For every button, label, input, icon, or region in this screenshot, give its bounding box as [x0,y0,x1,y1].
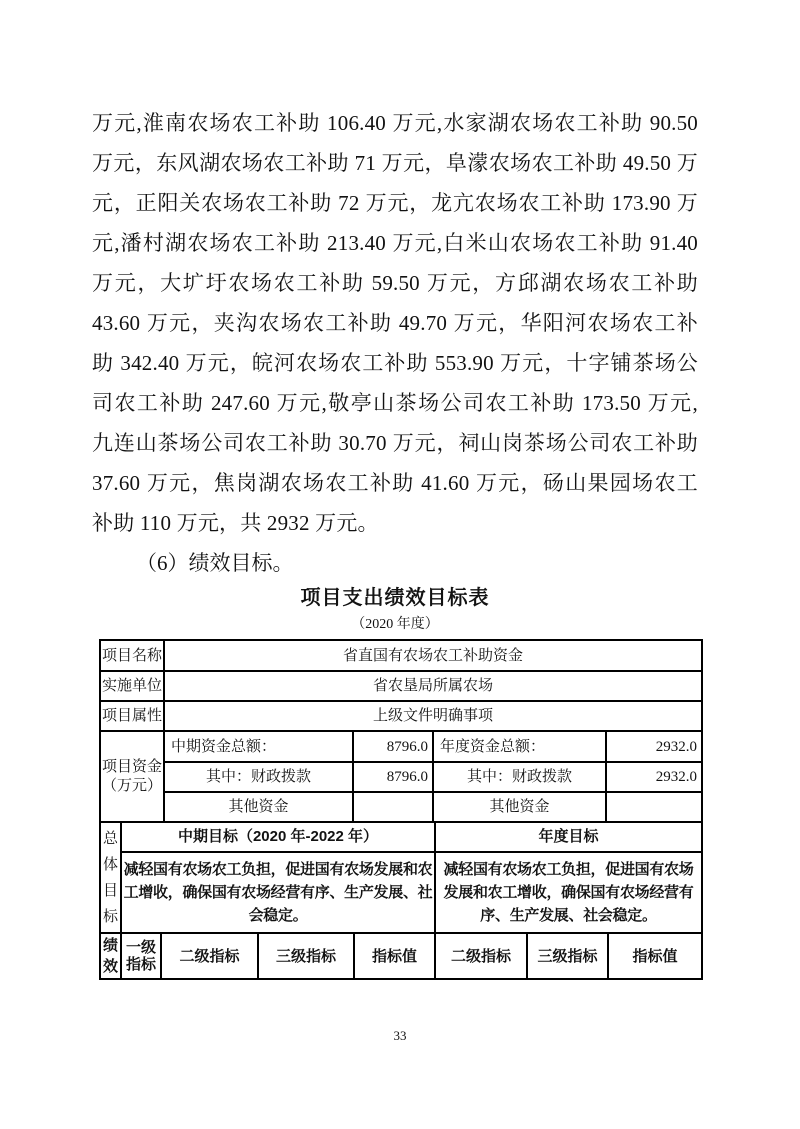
funding-midterm-total-value: 8796.0 [354,732,434,763]
performance-target-table [99,639,703,980]
goal-text-row [122,853,701,934]
table-title: 项目支出绩效目标表 [300,587,490,609]
funding-annual-other-label: 其他资金 [434,793,607,823]
funding-annual-fiscal-label: 其中：财政拨款 [434,763,607,793]
project-attribute-value: 上级文件明确事项 [165,702,701,732]
goal-annual-text: 减轻国有农场农工负担，促进国有农场发展和农工增收，确保国有农场经营有序、生产发展、社会稳定。 [436,853,701,934]
page-content [92,103,698,980]
goal-midterm-header: 中期目标（2020 年-2022 年） [122,823,436,853]
table-row-project-attribute [101,702,701,732]
implementing-unit-value: 省农垦局所属农场 [165,672,701,702]
body-line: 助 342.40 万元，皖河农场农工补助 553.90 万元，十字铺茶场公 [92,351,698,375]
funding-annual-total-label: 年度资金总额： [434,732,607,763]
body-line: 元,潘村湖农场农工补助 213.40 万元,白米山农场农工补助 91.40 [92,231,698,255]
goal-header-row [122,823,701,853]
table-row-project-name [101,641,701,672]
funding-midterm-other-label: 其他资金 [165,793,354,823]
table-row-implementing-unit [101,672,701,702]
perf-midterm-level3-header: 三级指标 [259,934,355,978]
body-line: 补助 110 万元，共 2932 万元。 [92,511,379,535]
perf-annual-value-header: 指标值 [632,947,678,965]
goal-midterm-text: 减轻国有农场农工负担，促进国有农场发展和农工增收，确保国有农场经营有序、生产发展、社会稳定。 [122,853,436,934]
funding-annual-other-value [607,793,701,823]
body-line: 九连山茶场公司农工补助 30.70 万元，祠山岗茶场公司农工补助 [92,431,698,455]
funding-other-row [165,793,701,823]
funding-annual-total-value: 2932.0 [607,732,701,763]
funding-fiscal-row [165,763,701,793]
table-subtitle: （2020 年度） [351,617,439,632]
body-line: 43.60 万元，夹沟农场农工补助 49.70 万元，华阳河农场农工补 [92,311,698,335]
body-line: 司农工补助 247.60 万元,敬亭山茶场公司农工补助 173.50 万元, [92,391,698,415]
overall-goal-row-label: 总体目标 [101,823,122,934]
overall-goal-subtable [122,823,701,934]
perf-midterm-level2-header: 二级指标 [162,934,259,978]
funding-midterm-fiscal-label: 其中：财政拨款 [165,763,354,793]
section-heading: （6）绩效目标。 [136,551,294,575]
body-line: 元，正阳关农场农工补助 72 万元，龙亢农场农工补助 173.90 万 [92,191,698,215]
funding-total-row [165,732,701,763]
goal-annual-header: 年度目标 [436,823,701,853]
performance-header-row [101,934,701,978]
funding-annual-fiscal-value: 2932.0 [607,763,701,793]
implementing-unit-label: 实施单位 [101,672,165,702]
performance-row-label: 绩效 [101,934,122,978]
perf-annual-level2-header: 二级指标 [436,934,528,978]
body-paragraph [92,103,698,543]
perf-annual-level3-header: 三级指标 [528,934,609,978]
body-line: 万元，大圹圩农场农工补助 59.50 万元，方邱湖农场农工补助 [92,271,698,295]
funding-midterm-fiscal-value: 8796.0 [354,763,434,793]
body-line: 37.60 万元，焦岗湖农场农工补助 41.60 万元，砀山果园场农工 [92,471,698,495]
project-name-label: 项目名称 [101,641,165,672]
body-line: 万元，东风湖农场农工补助 71 万元，阜濛农场农工补助 49.50 万 [92,151,698,175]
funding-row-label: 项目资金（万元） [101,732,165,823]
funding-midterm-total-label: 中期资金总额： [165,732,354,763]
project-attribute-label: 项目属性 [101,702,165,732]
perf-level1-header: 一级指标 [122,934,162,978]
project-name-value: 省直国有农场农工补助资金 [165,641,701,672]
body-line: 万元,淮南农场农工补助 106.40 万元,水家湖农场农工补助 90.50 [92,111,698,135]
funding-subtable [165,732,701,823]
overall-goal-section [101,823,701,934]
funding-midterm-other-value [354,793,434,823]
perf-midterm-value-header: 指标值 [355,934,436,978]
funding-section [101,732,701,823]
page-number: 33 [393,1028,407,1043]
